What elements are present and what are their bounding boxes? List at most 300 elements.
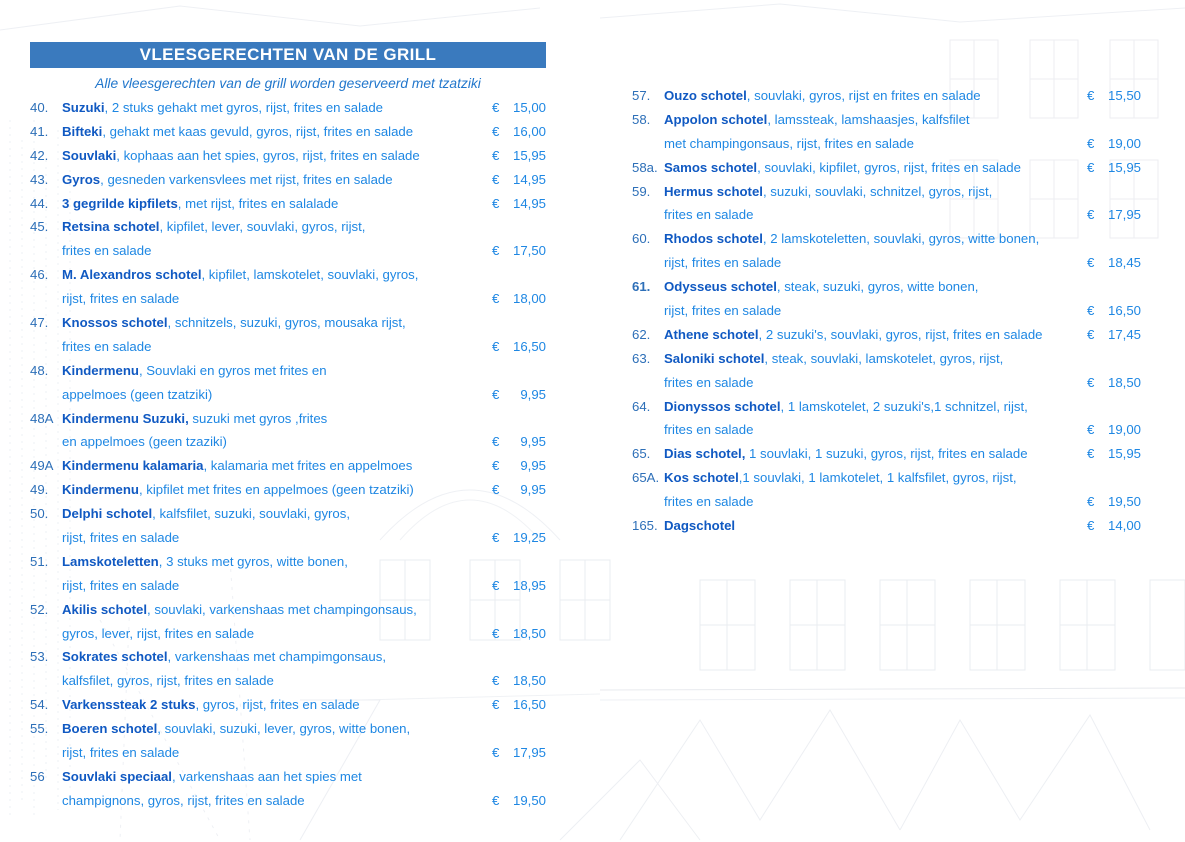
- item-name: Odysseus schotel: [664, 279, 777, 295]
- item-text: [664, 84, 1087, 108]
- item-price: [1087, 442, 1141, 466]
- item-name: Kindermenu: [62, 362, 139, 378]
- euro-sign: €: [492, 434, 500, 450]
- item-price: [1087, 156, 1141, 180]
- item-name: Boeren schotel: [62, 721, 158, 737]
- menu-item-line: [632, 371, 1141, 395]
- item-text: [664, 490, 1087, 514]
- item-text: [62, 96, 492, 120]
- item-price: [492, 454, 546, 478]
- item-text: [62, 765, 546, 789]
- item-text: [664, 442, 1087, 466]
- item-name: Souvlaki speciaal: [62, 768, 172, 784]
- item-description: appelmoes (geen tzatziki): [62, 386, 213, 402]
- item-price: [1087, 251, 1141, 275]
- item-number: 64.: [632, 398, 651, 414]
- menu-item-line: [632, 418, 1141, 442]
- item-name: Appolon schotel: [664, 111, 768, 127]
- item-description: , 2 stuks gehakt met gyros, rijst, frites en salade: [104, 100, 384, 115]
- item-number: 48A: [30, 410, 54, 426]
- item-description: rijst, frites en salade: [664, 303, 782, 319]
- item-name: Saloniki schotel: [664, 350, 765, 366]
- euro-sign: €: [492, 697, 500, 713]
- section-subtitle: Alle vleesgerechten van de grill worden geserveerd met tzatziki: [95, 76, 481, 91]
- menu-item-line: [30, 192, 546, 216]
- item-description: , kalfsfilet, suzuki, souvlaki, gyros,: [152, 506, 351, 522]
- menu-item-line: [30, 478, 546, 502]
- item-number: 58.: [632, 111, 651, 127]
- item-number: 55.: [30, 721, 49, 737]
- item-number: 57.: [632, 88, 651, 103]
- euro-sign: €: [492, 745, 500, 761]
- euro-sign: €: [492, 100, 500, 115]
- menu-item-line: [30, 693, 546, 717]
- item-text: [62, 502, 546, 526]
- price-amount: 19,50: [1107, 494, 1141, 510]
- menu-item-line: [30, 215, 546, 239]
- item-description: , kalamaria met frites en appelmoes: [203, 458, 413, 474]
- menu-item-line: [632, 227, 1141, 251]
- item-price: [492, 192, 546, 216]
- menu-item-line: [632, 347, 1141, 371]
- item-text: [62, 645, 546, 669]
- item-text: [62, 478, 492, 502]
- item-description: frites en salade: [664, 374, 754, 390]
- price-amount: 9,95: [520, 458, 546, 474]
- section-title-banner: [30, 42, 546, 68]
- item-description: , kipfilet, lever, souvlaki, gyros, rijst,: [159, 219, 366, 235]
- item-description: 1 souvlaki, 1 suzuki, gyros, rijst, frites en salade: [745, 446, 1028, 462]
- menu-item-line: [632, 275, 1141, 299]
- item-name: M. Alexandros schotel: [62, 267, 202, 283]
- price-amount: 17,50: [512, 243, 546, 259]
- item-number: 47.: [30, 315, 49, 331]
- item-price: [1087, 323, 1141, 347]
- menu-item-line: [30, 598, 546, 622]
- item-text: [62, 144, 492, 168]
- price-amount: 16,50: [512, 338, 546, 354]
- price-amount: 9,95: [520, 434, 546, 450]
- menu-item-line: [632, 251, 1141, 275]
- item-text: [664, 466, 1141, 490]
- price-amount: 19,00: [1107, 135, 1141, 151]
- price-amount: 18,50: [512, 625, 546, 641]
- item-price: [492, 526, 546, 550]
- price-amount: 18,00: [512, 291, 546, 307]
- menu-item-line: [632, 514, 1141, 538]
- item-description: rijst, frites en salade: [62, 745, 180, 761]
- price-amount: 15,95: [1107, 159, 1141, 175]
- item-text: [62, 430, 492, 454]
- item-number: 49.: [30, 482, 49, 498]
- menu-item-line: [30, 144, 546, 168]
- item-description: , kipfilet, lamskotelet, souvlaki, gyros,: [201, 267, 419, 283]
- item-description: , 2 lamskoteletten, souvlaki, gyros, witte bonen,: [762, 231, 1040, 247]
- menu-item-line: [30, 717, 546, 741]
- item-description: frites en salade: [62, 243, 152, 259]
- item-text: [62, 335, 492, 359]
- item-price: [492, 383, 546, 407]
- item-number: 51.: [30, 553, 49, 569]
- price-amount: 17,95: [512, 745, 546, 761]
- menu-item-line: [30, 741, 546, 765]
- price-amount: 9,95: [520, 386, 546, 402]
- item-number: 50.: [30, 506, 49, 522]
- euro-sign: €: [492, 482, 500, 498]
- menu-item-line: [30, 765, 546, 789]
- item-text: [62, 239, 492, 263]
- menu-item-line: [632, 442, 1141, 466]
- euro-sign: €: [492, 792, 500, 808]
- item-price: [492, 239, 546, 263]
- menu-item-line: [30, 120, 546, 144]
- item-name: Kindermenu: [62, 482, 139, 498]
- euro-sign: €: [492, 625, 500, 641]
- item-text: [62, 789, 492, 813]
- item-description: , suzuki, souvlaki, schnitzel, gyros, rijst,: [762, 183, 993, 199]
- item-description: suzuki met gyros ,frites: [188, 410, 328, 426]
- item-number: 48.: [30, 362, 49, 378]
- euro-sign: €: [492, 147, 500, 163]
- item-description: gyros, lever, rijst, frites en salade: [62, 625, 255, 641]
- menu-item-list-right: [632, 84, 1141, 538]
- item-price: [1087, 418, 1141, 442]
- item-description: , gesneden varkensvlees met rijst, frites en salade: [100, 171, 393, 187]
- menu-item-line: [632, 156, 1141, 180]
- item-description: , souvlaki, kipfilet, gyros, rijst, frites en salade: [757, 159, 1021, 175]
- item-text: [664, 395, 1141, 419]
- item-text: [664, 180, 1141, 204]
- euro-sign: €: [1087, 88, 1095, 103]
- menu-item-line: [632, 84, 1141, 108]
- item-text: [62, 311, 546, 335]
- menu-item-line: [632, 203, 1141, 227]
- euro-sign: €: [492, 171, 500, 187]
- euro-sign: €: [1087, 135, 1095, 151]
- item-text: [62, 741, 492, 765]
- price-amount: 9,95: [520, 482, 546, 498]
- item-description: en appelmoes (geen tzaziki): [62, 434, 227, 450]
- menu-item-line: [632, 490, 1141, 514]
- item-description: , varkenshaas met champimgonsaus,: [167, 649, 386, 665]
- euro-sign: €: [492, 458, 500, 474]
- item-number: 60.: [632, 231, 651, 247]
- item-name: Kindermenu Suzuki,: [62, 410, 189, 426]
- item-text: [62, 526, 492, 550]
- euro-sign: €: [1087, 326, 1095, 342]
- item-text: [664, 418, 1087, 442]
- item-text: [664, 514, 1087, 538]
- item-name: Souvlaki: [62, 147, 117, 163]
- price-amount: 15,50: [1107, 88, 1141, 103]
- menu-item-line: [632, 108, 1141, 132]
- item-description: frites en salade: [62, 338, 152, 354]
- item-description: , met rijst, frites en salalade: [177, 195, 339, 211]
- item-text: [62, 550, 546, 574]
- item-description: rijst, frites en salade: [62, 530, 180, 546]
- item-number: 65.: [632, 446, 651, 462]
- menu-item-line: [30, 96, 546, 120]
- menu-item-line: [30, 168, 546, 192]
- item-price: [1087, 203, 1141, 227]
- price-amount: 17,45: [1107, 326, 1141, 342]
- item-name: Lamskoteletten: [62, 553, 159, 569]
- item-text: [664, 299, 1087, 323]
- item-text: [62, 168, 492, 192]
- item-text: [62, 263, 546, 287]
- menu-item-line: [30, 359, 546, 383]
- item-price: [1087, 371, 1141, 395]
- euro-sign: €: [492, 386, 500, 402]
- item-text: [62, 120, 492, 144]
- item-name: Suzuki: [62, 100, 105, 115]
- item-price: [492, 478, 546, 502]
- item-description: , gehakt met kaas gevuld, gyros, rijst, frites en salade: [102, 123, 414, 139]
- menu-item-line: [30, 407, 546, 431]
- item-description: frites en salade: [664, 422, 754, 438]
- item-description: champignons, gyros, rijst, frites en salade: [62, 792, 305, 808]
- item-text: [62, 192, 492, 216]
- item-description: , 2 suzuki's, souvlaki, gyros, rijst, frites en salade: [758, 326, 1043, 342]
- menu-item-line: [632, 323, 1141, 347]
- item-text: [62, 383, 492, 407]
- item-name: Delphi schotel: [62, 506, 153, 522]
- item-text: [664, 323, 1087, 347]
- euro-sign: €: [1087, 159, 1095, 175]
- item-name: Ouzo schotel: [664, 88, 747, 103]
- menu-item-line: [30, 287, 546, 311]
- euro-sign: €: [1087, 518, 1095, 534]
- item-name: Kindermenu kalamaria: [62, 458, 204, 474]
- item-price: [492, 287, 546, 311]
- item-price: [1087, 132, 1141, 156]
- menu-item-line: [30, 383, 546, 407]
- menu-item-line: [30, 502, 546, 526]
- item-text: [62, 359, 546, 383]
- menu-item-line: [30, 669, 546, 693]
- price-amount: 16,50: [512, 697, 546, 713]
- item-text: [62, 287, 492, 311]
- item-description: , souvlaki, gyros, rijst en frites en salade: [746, 88, 981, 103]
- euro-sign: €: [1087, 207, 1095, 223]
- item-description: frites en salade: [664, 207, 754, 223]
- item-number: 56: [30, 768, 45, 784]
- menu-column-right: [632, 84, 1141, 538]
- item-description: , steak, souvlaki, lamskotelet, gyros, rijst,: [764, 350, 1004, 366]
- item-description: rijst, frites en salade: [664, 255, 782, 271]
- price-amount: 15,95: [1107, 446, 1141, 462]
- price-amount: 14,00: [1107, 518, 1141, 534]
- euro-sign: €: [492, 243, 500, 259]
- menu-item-line: [30, 311, 546, 335]
- menu-item-line: [30, 526, 546, 550]
- item-text: [62, 622, 492, 646]
- menu-item-line: [632, 180, 1141, 204]
- menu-item-line: [632, 466, 1141, 490]
- item-name: Athene schotel: [664, 326, 759, 342]
- price-amount: 14,95: [512, 171, 546, 187]
- menu-item-line: [30, 239, 546, 263]
- euro-sign: €: [492, 338, 500, 354]
- menu-item-line: [30, 645, 546, 669]
- item-price: [1087, 514, 1141, 538]
- item-number: 41.: [30, 123, 49, 139]
- item-number: 45.: [30, 219, 49, 235]
- item-description: , lamssteak, lamshaasjes, kalfsfilet: [767, 111, 970, 127]
- item-name: Retsina schotel: [62, 219, 160, 235]
- item-number: 65A.: [632, 470, 660, 486]
- item-name: Hermus schotel: [664, 183, 763, 199]
- section-title: VLEESGERECHTEN VAN DE GRILL: [139, 45, 437, 64]
- price-amount: 16,00: [512, 123, 546, 139]
- item-name: Varkenssteak 2 stuks: [62, 697, 196, 713]
- item-price: [1087, 84, 1141, 108]
- item-number: 43.: [30, 171, 49, 187]
- item-text: [664, 108, 1141, 132]
- item-number: 165.: [632, 518, 658, 534]
- item-text: [664, 251, 1087, 275]
- item-text: [664, 371, 1087, 395]
- menu-item-line: [30, 574, 546, 598]
- item-name: Dionyssos schotel: [664, 398, 781, 414]
- price-amount: 18,50: [512, 673, 546, 689]
- item-text: [62, 454, 492, 478]
- price-amount: 18,50: [1107, 374, 1141, 390]
- item-number: 52.: [30, 601, 49, 617]
- item-description: rijst, frites en salade: [62, 577, 180, 593]
- item-description: ,1 souvlaki, 1 lamkotelet, 1 kalfsfilet, gyros, rijst,: [738, 470, 1017, 486]
- item-number: 53.: [30, 649, 49, 665]
- item-description: , 1 lamskotelet, 2 suzuki's,1 schnitzel, rijst,: [780, 398, 1028, 414]
- item-price: [492, 789, 546, 813]
- item-name: Akilis schotel: [62, 601, 148, 617]
- item-price: [492, 741, 546, 765]
- menu-item-line: [30, 550, 546, 574]
- item-price: [492, 622, 546, 646]
- item-price: [492, 430, 546, 454]
- item-price: [492, 693, 546, 717]
- item-description: met champingonsaus, rijst, frites en salade: [664, 135, 914, 151]
- euro-sign: €: [492, 577, 500, 593]
- item-price: [492, 168, 546, 192]
- item-description: , schnitzels, suzuki, gyros, mousaka rijst,: [167, 315, 406, 331]
- item-text: [664, 132, 1087, 156]
- menu-item-list-left: [30, 96, 546, 813]
- menu-item-line: [30, 789, 546, 813]
- item-description: , 3 stuks met gyros, witte bonen,: [158, 553, 348, 569]
- item-description: , souvlaki, varkenshaas met champingonsaus,: [147, 601, 417, 617]
- euro-sign: €: [492, 673, 500, 689]
- price-amount: 15,95: [512, 147, 546, 163]
- item-price: [492, 669, 546, 693]
- item-number: 58a.: [632, 159, 658, 175]
- menu-item-line: [632, 299, 1141, 323]
- euro-sign: €: [1087, 374, 1095, 390]
- price-amount: 16,50: [1107, 303, 1141, 319]
- euro-sign: €: [492, 291, 500, 307]
- item-text: [62, 693, 492, 717]
- item-number: 44.: [30, 195, 49, 211]
- item-number: 62.: [632, 326, 651, 342]
- item-number: 49A: [30, 458, 54, 474]
- item-number: 61.: [632, 279, 651, 295]
- item-name: Kos schotel: [664, 470, 739, 486]
- item-name: Dagschotel: [664, 518, 736, 534]
- item-description: kalfsfilet, gyros, rijst, frites en salade: [62, 673, 274, 689]
- item-price: [1087, 490, 1141, 514]
- item-number: 40.: [30, 100, 49, 115]
- menu-item-line: [30, 622, 546, 646]
- item-price: [492, 574, 546, 598]
- item-text: [664, 347, 1141, 371]
- item-name: Gyros: [62, 171, 101, 187]
- item-price: [492, 335, 546, 359]
- menu-column-left: [30, 42, 546, 813]
- item-description: , kipfilet met frites en appelmoes (geen tzatziki): [138, 482, 414, 498]
- price-amount: 19,25: [512, 530, 546, 546]
- menu-item-line: [30, 430, 546, 454]
- item-description: , souvlaki, suzuki, lever, gyros, witte bonen,: [157, 721, 411, 737]
- item-name: Samos schotel: [664, 159, 758, 175]
- item-number: 42.: [30, 147, 49, 163]
- item-name: Rhodos schotel: [664, 231, 763, 247]
- item-text: [62, 574, 492, 598]
- price-amount: 19,00: [1107, 422, 1141, 438]
- item-text: [664, 203, 1087, 227]
- euro-sign: €: [492, 123, 500, 139]
- menu-item-line: [30, 263, 546, 287]
- item-description: , Souvlaki en gyros met frites en: [138, 362, 327, 378]
- menu-item-line: [30, 335, 546, 359]
- item-number: 54.: [30, 697, 49, 713]
- euro-sign: €: [1087, 446, 1095, 462]
- item-text: [62, 669, 492, 693]
- euro-sign: €: [1087, 303, 1095, 319]
- menu-item-line: [30, 454, 546, 478]
- euro-sign: €: [1087, 422, 1095, 438]
- item-description: , steak, suzuki, gyros, witte bonen,: [776, 279, 979, 295]
- item-number: 63.: [632, 350, 651, 366]
- euro-sign: €: [492, 195, 500, 211]
- item-name: 3 gegrilde kipfilets: [62, 195, 178, 211]
- item-price: [492, 120, 546, 144]
- item-text: [62, 407, 546, 431]
- item-text: [664, 227, 1141, 251]
- price-amount: 18,95: [512, 577, 546, 593]
- menu-item-line: [632, 132, 1141, 156]
- price-amount: 15,00: [512, 100, 546, 115]
- item-price: [492, 96, 546, 120]
- item-name: Bifteki: [62, 123, 103, 139]
- item-description: rijst, frites en salade: [62, 291, 180, 307]
- item-description: , kophaas aan het spies, gyros, rijst, frites en salade: [116, 147, 420, 163]
- item-text: [62, 215, 546, 239]
- euro-sign: €: [492, 530, 500, 546]
- item-name: Dias schotel,: [664, 446, 746, 462]
- euro-sign: €: [1087, 494, 1095, 510]
- item-text: [62, 717, 546, 741]
- price-amount: 17,95: [1107, 207, 1141, 223]
- item-number: 59.: [632, 183, 651, 199]
- menu-item-line: [632, 395, 1141, 419]
- item-number: 46.: [30, 267, 49, 283]
- price-amount: 14,95: [512, 195, 546, 211]
- item-price: [1087, 299, 1141, 323]
- item-name: Knossos schotel: [62, 315, 168, 331]
- item-description: , gyros, rijst, frites en salade: [195, 697, 360, 713]
- price-amount: 18,45: [1107, 255, 1141, 271]
- item-description: , varkenshaas aan het spies met: [171, 768, 362, 784]
